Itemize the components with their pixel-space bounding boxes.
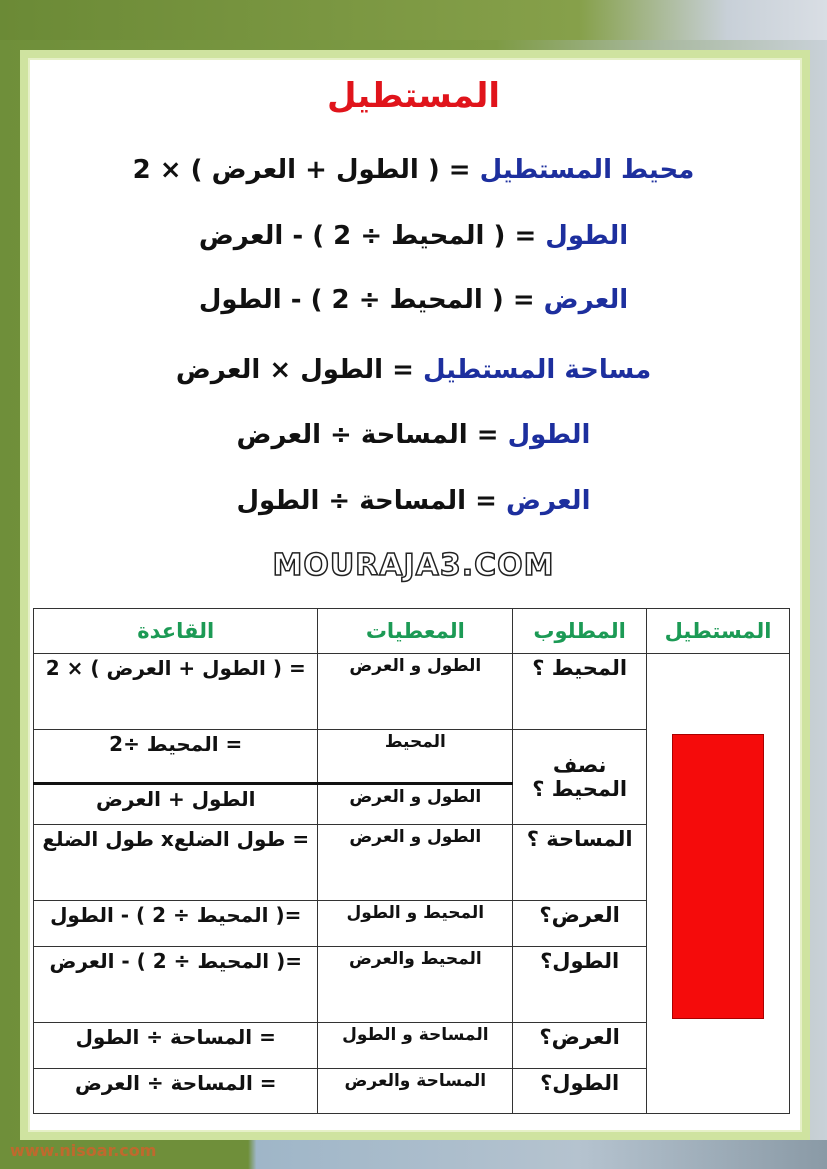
table-row [34, 654, 790, 730]
required-cell: العرض؟ [513, 1023, 647, 1069]
rule-cell: الطول + العرض [34, 784, 318, 825]
top-background [0, 0, 827, 40]
formula-label: العرض [505, 486, 591, 516]
formula-expr: = ( الطول + العرض ) × 2 [132, 155, 480, 185]
given-cell: المحيط و الطول [318, 901, 513, 947]
rule-cell: = طول الضلعx طول الضلع [34, 825, 318, 901]
rule-cell: = المساحة ÷ العرض [34, 1069, 318, 1114]
header-given: المعطيات [318, 609, 513, 654]
red-rectangle-shape [672, 734, 764, 1019]
formula-length-from-area [0, 420, 827, 450]
required-cell: العرض؟ [513, 901, 647, 947]
formula-width-from-perimeter [0, 285, 827, 315]
rule-cell: =( المحيط ÷ 2 ) - الطول [34, 901, 318, 947]
required-cell: المساحة ؟ [513, 825, 647, 901]
required-cell: المحيط ؟ [513, 654, 647, 730]
formula-expr: = ( المحيط ÷ 2 ) - الطول [198, 285, 544, 315]
given-cell: الطول و العرض [318, 825, 513, 901]
watermark: MOURAJA3.COM [272, 548, 555, 583]
formula-label: الطول [545, 221, 629, 251]
rule-cell: = المساحة ÷ الطول [34, 1023, 318, 1069]
rules-table [33, 608, 790, 1114]
given-cell: الطول و العرض [318, 654, 513, 730]
page-title: المستطيل [326, 76, 501, 116]
required-cell: نصف المحيط ؟ [513, 730, 647, 825]
formula-expr: = المساحة ÷ العرض [236, 420, 508, 450]
table-header-row [34, 609, 790, 654]
formula-perimeter [0, 155, 827, 185]
formula-width-from-area [0, 486, 827, 516]
required-cell: الطول؟ [513, 1069, 647, 1114]
given-cell: المحيط [318, 730, 513, 784]
header-rectangle: المستطيل [647, 609, 790, 654]
formula-label: محيط المستطيل [479, 155, 695, 185]
given-cell: المحيط والعرض [318, 947, 513, 1023]
formula-length-from-perimeter [0, 221, 827, 251]
rule-cell: = المحيط ÷2 [34, 730, 318, 784]
formula-label: الطول [507, 420, 591, 450]
rule-cell: = ( الطول + العرض ) × 2 [34, 654, 318, 730]
given-cell: الطول و العرض [318, 784, 513, 825]
given-cell: المساحة و الطول [318, 1023, 513, 1069]
formula-area [0, 355, 827, 385]
formula-label: مساحة المستطيل [422, 355, 652, 385]
rule-cell: =( المحيط ÷ 2 ) - العرض [34, 947, 318, 1023]
given-cell: المساحة والعرض [318, 1069, 513, 1114]
site-watermark: www.nisoar.com [10, 1141, 157, 1160]
header-rule: القاعدة [34, 609, 318, 654]
formula-expr: = المساحة ÷ الطول [236, 486, 506, 516]
rectangle-cell [647, 654, 790, 1114]
formula-expr: = ( المحيط ÷ 2 ) - العرض [198, 221, 546, 251]
header-required: المطلوب [513, 609, 647, 654]
required-cell: الطول؟ [513, 947, 647, 1023]
formula-label: العرض [543, 285, 629, 315]
formula-expr: = الطول × العرض [175, 355, 423, 385]
